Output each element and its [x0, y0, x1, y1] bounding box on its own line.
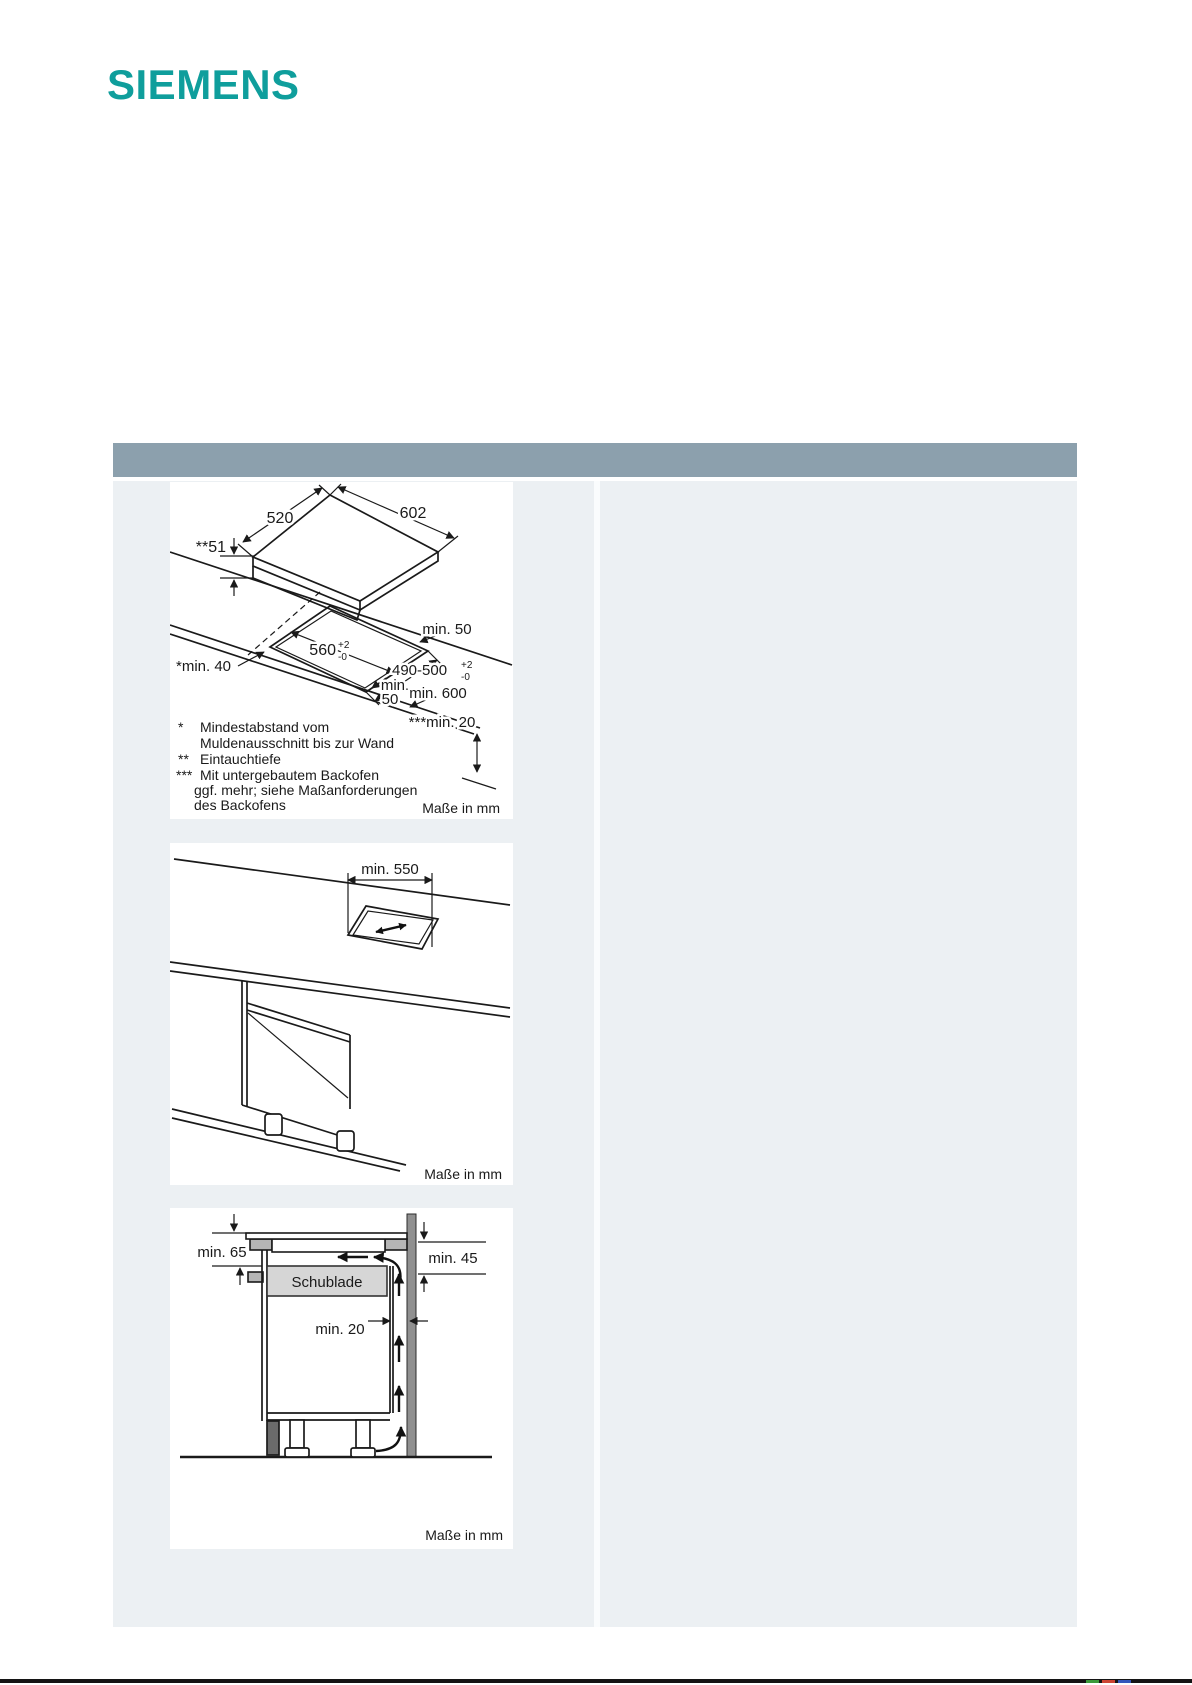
worktop-outline — [170, 859, 510, 1017]
footnote-text: Mindestabstand vom — [200, 719, 330, 735]
dim-label-520: 520 — [266, 510, 294, 527]
print-mark-red — [1102, 1680, 1115, 1683]
footnote-text: Eintauchtiefe — [200, 751, 281, 767]
dim-label-min50-back: min. 50 — [422, 621, 472, 638]
footer-rule — [0, 1679, 1192, 1683]
dim-label-min20: min. 20 — [315, 1321, 365, 1338]
footnote-marker: * — [178, 719, 184, 735]
print-mark-blue — [1118, 1680, 1131, 1683]
footnote-text: ggf. mehr; siehe Maßanforderungen — [194, 782, 418, 798]
section-header-bar — [113, 443, 1077, 477]
drawer-label: Schublade — [291, 1274, 363, 1291]
cabinet-outline — [172, 981, 406, 1171]
dim-label-min45: min. 45 — [428, 1250, 478, 1267]
footnote-text: Mit untergebautem Backofen — [200, 767, 379, 783]
dim-label-560: 560 — [309, 642, 336, 659]
cutout-diagram-drawing — [170, 482, 513, 819]
dim-label-min50-front-1: min. — [380, 677, 410, 694]
dim-label-min20: ***min. 20 — [408, 714, 476, 731]
dim-label-560-tol-plus: +2 — [338, 640, 350, 651]
footnote-text: des Backofens — [194, 797, 286, 813]
cabinet-diagram-drawing — [170, 843, 513, 1185]
dim-label-min550: min. 550 — [361, 861, 419, 878]
drawer — [267, 1266, 387, 1296]
installation-diagram-cabinet — [170, 843, 513, 1185]
print-mark-green — [1086, 1680, 1099, 1683]
siemens-logo: SIEMENS — [107, 61, 300, 108]
footnotes — [176, 719, 417, 813]
footnote-marker: *** — [176, 767, 193, 783]
footnote-marker: ** — [178, 751, 189, 767]
dim-label-min40: *min. 40 — [176, 658, 232, 675]
print-color-marks — [1086, 1680, 1131, 1683]
dim-label-490-tol-plus: +2 — [461, 660, 473, 671]
installation-diagram-section — [170, 1208, 513, 1549]
content-area — [113, 481, 1077, 1627]
dim-label-min50-front-2: 50 — [381, 691, 399, 708]
dim-label-min600: min. 600 — [409, 685, 467, 702]
dim-label-490-tol-minus: -0 — [461, 672, 470, 683]
unit-note: Maße in mm — [424, 1166, 502, 1182]
dim-label-560-tol-minus: -0 — [338, 652, 347, 663]
footnote-text: Muldenausschnitt bis zur Wand — [200, 735, 395, 751]
installation-diagram-cutout — [170, 482, 513, 819]
dim-label-51: **51 — [195, 539, 226, 556]
dim-label-490-500: 490-500 — [392, 662, 448, 679]
section-diagram-drawing — [170, 1208, 513, 1549]
wall — [407, 1214, 416, 1457]
unit-note: Maße in mm — [422, 800, 500, 816]
insert-direction-arrow — [376, 925, 406, 932]
column-divider — [594, 481, 600, 1627]
dim-label-602: 602 — [399, 505, 427, 522]
dim-label-min65: min. 65 — [197, 1244, 247, 1261]
unit-note: Maße in mm — [425, 1527, 503, 1543]
